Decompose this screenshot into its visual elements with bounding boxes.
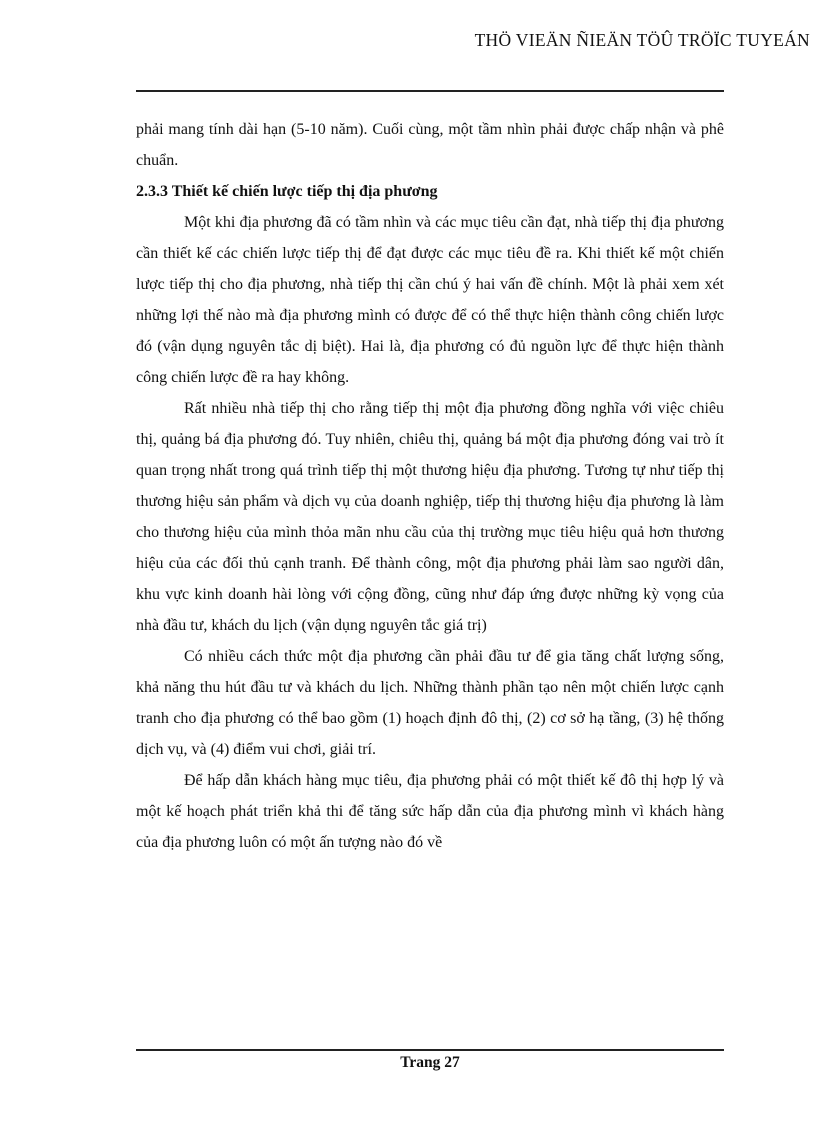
body-paragraph: Một khi địa phương đã có tầm nhìn và các mục tiêu cần đạt, nhà tiếp thị địa phương cần thiết kế các chiến lược tiếp thị để đạt được các mục tiêu đề ra. Khi thiết kế một chiến lược tiếp thị cho địa phương, nhà tiếp thị cần chú ý hai vấn đề chính. Một là phải xem xét những lợi thế nào mà địa phương mình có được để có thể thực hiện thành công chiến lược đó (vận dụng nguyên tắc dị biệt). Hai là, địa phương có đủ nguồn lực để thực hiện thành công chiến lược đề ra hay không. (136, 214, 724, 386)
footer-divider (136, 1049, 724, 1051)
continuation-paragraph: phải mang tính dài hạn (5-10 năm). Cuối cùng, một tầm nhìn phải được chấp nhận và phê chuẩn. (136, 121, 724, 169)
page-number: Trang 27 (400, 1054, 460, 1071)
body-paragraph: Rất nhiều nhà tiếp thị cho rằng tiếp thị một địa phương đồng nghĩa với việc chiêu thị, quảng bá địa phương đó. Tuy nhiên, chiêu thị, quảng bá một địa phương đóng vai trò ít quan trọng nhất trong quá trình tiếp thị một thương hiệu địa phương. Tương tự như tiếp thị thương hiệu sản phẩm và dịch vụ của doanh nghiệp, tiếp thị thương hiệu địa phương là làm cho thương hiệu của mình thỏa mãn nhu cầu của thị trường mục tiêu hiệu quả hơn thương hiệu của các đối thủ cạnh tranh. Để thành công, một địa phương phải làm sao người dân, khu vực kinh doanh hài lòng với cộng đồng, cũng như đáp ứng được những kỳ vọng của nhà đầu tư, khách du lịch (vận dụng nguyên tắc giá trị) (136, 400, 724, 634)
page-body (136, 114, 724, 858)
body-paragraph: Để hấp dẫn khách hàng mục tiêu, địa phương phải có một thiết kế đô thị hợp lý và một kế hoạch phát triển khả thi để tăng sức hấp dẫn của địa phương mình vì khách hàng của địa phương luôn có một ấn tượng nào đó về (136, 772, 724, 851)
header-divider (136, 90, 724, 92)
body-paragraph: Có nhiều cách thức một địa phương cần phải đầu tư để gia tăng chất lượng sống, khả năng thu hút đầu tư và khách du lịch. Những thành phần tạo nên một chiến lược cạnh tranh cho địa phương có thể bao gồm (1) hoạch định đô thị, (2) cơ sở hạ tầng, (3) hệ thống dịch vụ, và (4) điểm vui chơi, giải trí. (136, 648, 724, 758)
section-heading: 2.3.3 Thiết kế chiến lược tiếp thị địa phương (136, 183, 438, 200)
running-header-title: THÖ VIEÄN ÑIEÄN TÖÛ TRÖÏC TUYEÁN (474, 30, 810, 50)
